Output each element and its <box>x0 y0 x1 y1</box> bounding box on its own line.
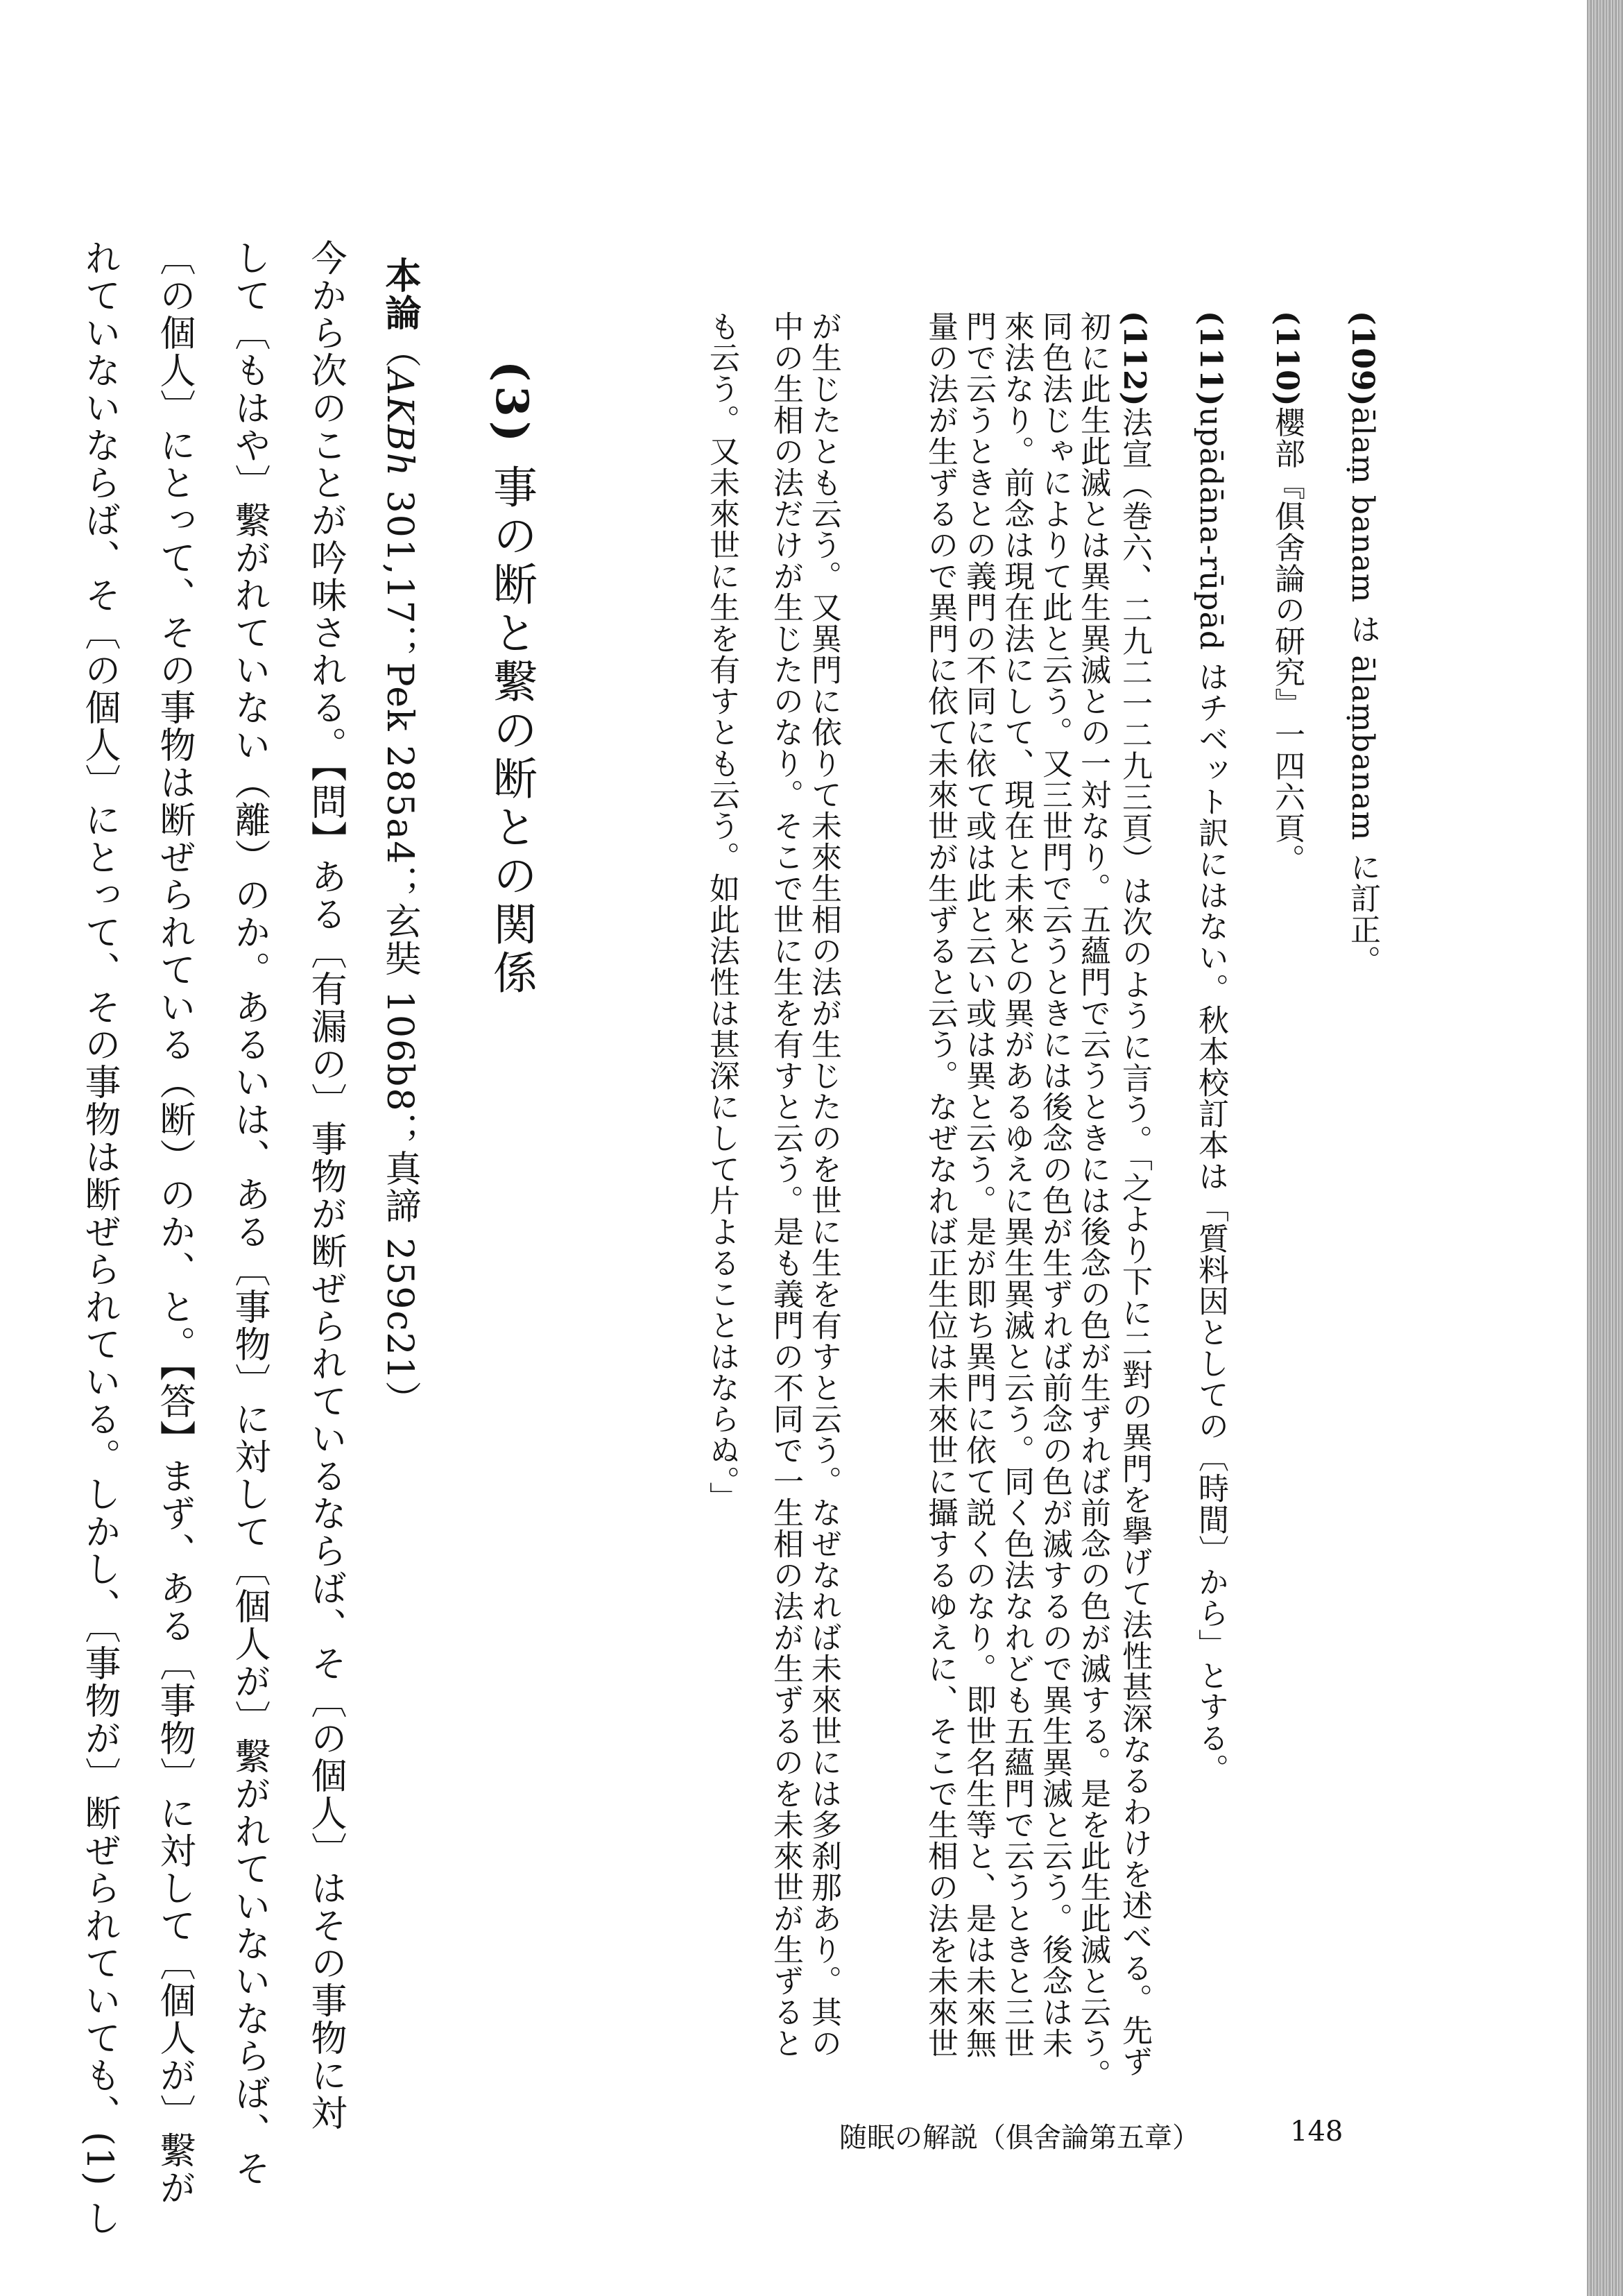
note-111 <box>1195 311 1226 1785</box>
note-112-line-8: 中の生相の法だけが生じたのなり。そこで世に生を有すと云う。是も義門の不同で一生相の法が生ずるのを未來世が生ずると <box>768 311 803 2059</box>
note-number: (109) <box>1345 311 1380 407</box>
note-110 <box>1269 311 1305 875</box>
section-heading <box>486 361 538 999</box>
ref-detail: 301,17；Pek 285a4；玄奘 106b8；真諦 259c21） <box>379 477 420 1419</box>
section-title: 事の断と繫の断との関係 <box>486 464 537 999</box>
note-number: (112) <box>1117 311 1152 407</box>
note-text: 櫻部『俱舍論の研究』一四六頁。 <box>1269 406 1305 875</box>
main-line-1: 今から次のことが吟味される。【問】ある〔有漏の〕事物が断ぜられているならば、そ〔の個人〕はその事物に対 <box>304 239 346 2132</box>
note-112-line-7: が生じたとも云う。又異門に依りて未來生相の法が生じたのを世に生を有すと云う。なぜなれば未來世には多刹那あり。其の <box>806 311 841 2059</box>
ref-title: AKBh <box>379 369 420 478</box>
main-line-4: れていないならば、そ〔の個人〕にとって、その事物は断ぜられている。しかし、〔事物が〕断ぜられていても、(1) し <box>78 239 120 2238</box>
main-line-2: して〔もはや〕繫がれていない（離）のか。あるいは、ある〔事物〕に対して〔個人が〕繫がれていないならば、そ <box>228 239 270 2187</box>
note-112-line-9: も云う。又未來世に生を有すとも云う。如此法性は甚深にして片よることはならぬ。」 <box>704 311 739 1513</box>
note-text: ālaṃ banam は ālaṃbanam に訂正。 <box>1345 406 1380 977</box>
section-number: (3) <box>486 361 538 447</box>
note-number: (110) <box>1269 311 1305 407</box>
note-112-line-3: 同色法じゃによりて此と云う。又三世門で云うときには後念の色が生ずれば前念の色が滅するので異生異滅と云う。後念は未 <box>1037 311 1072 2059</box>
note-112-line-5: 門で云うときとの義門の不同に依て或は此と云い或は異と云う。是が即ち異門に依て説くのなり。即世名生等と、是は未來無 <box>961 311 996 2059</box>
note-number: (111) <box>1193 311 1228 407</box>
main-line-3: 〔の個人〕にとって、その事物は断ぜられている（断）のか、と。【答】まず、ある〔事物〕に対して〔個人が〕繫が <box>153 239 195 2207</box>
note-text: upādāna-rūpād はチベット訳にはない。秋本校訂本は「質料因としての〔時間〕から」とする。 <box>1193 406 1228 1785</box>
main-label: 本論 <box>379 257 421 332</box>
note-112-line-1 <box>1117 311 1152 2077</box>
running-footer-title: 随眠の解説（俱舍論第五章） <box>839 2122 1200 2154</box>
book-binding-edge <box>1587 0 1623 2296</box>
source-reference <box>379 257 421 1419</box>
note-112-line-4: 來法なり。前念は現在法にして、現在と未來との異があるゆえに異生異滅と云う。同く色法なれども五蘊門で云うときと三世 <box>999 311 1034 2059</box>
note-112-line-2: 初に此生此滅とは異生異滅との一対なり。五蘊門で云うときには後念の色が生ずれば前念の色が滅する。是を此生此滅と云う。 <box>1075 311 1110 2090</box>
note-112-line-6: 量の法が生ずるので異門に依て未來世が生ずると云う。なぜなれば正生位は未來世に攝するゆえに、そこで生相の法を未來世 <box>922 311 958 2059</box>
note-109 <box>1345 311 1380 977</box>
page-number: 148 <box>1290 2116 1343 2148</box>
ref-open: （ <box>379 332 420 369</box>
note-text: 法宣（巻六、二九二一二九三頁）は次のように言う。「之より下に二對の異門を擧げて法性甚深なるわけを述べる。先ず <box>1117 406 1152 2077</box>
